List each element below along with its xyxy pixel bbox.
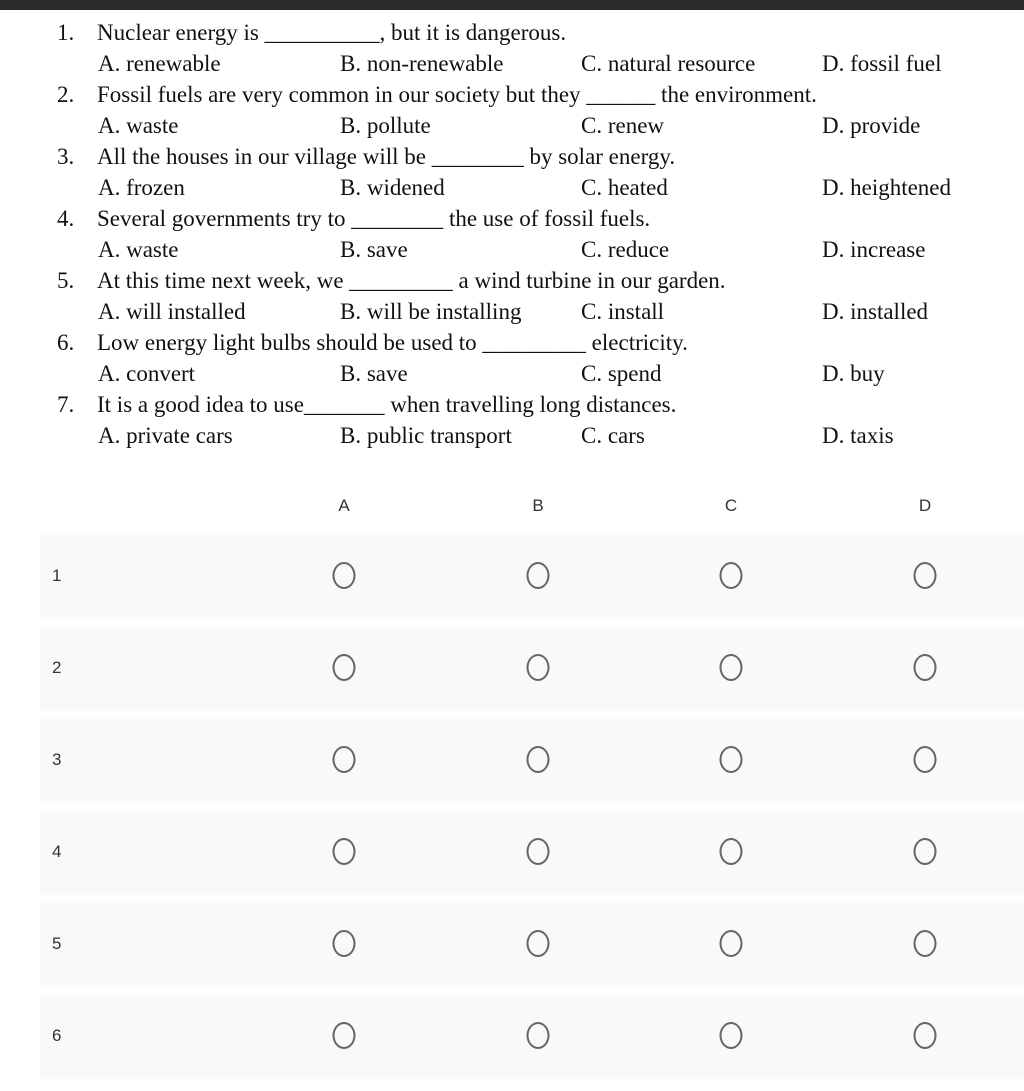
column-header-c: C — [724, 496, 738, 515]
radio-3-c[interactable] — [720, 746, 743, 773]
grid-row-2 — [40, 627, 1024, 711]
radio-2-d[interactable] — [914, 654, 937, 681]
grid-row-5 — [40, 903, 1024, 987]
option-label: A. convert — [98, 361, 196, 386]
question-options — [0, 296, 1024, 327]
radio-3-d[interactable] — [914, 746, 937, 773]
row-label: 6 — [52, 1026, 62, 1045]
question-text: At this time next week, we _________ a wind turbine in our garden. — [97, 268, 726, 293]
question-3 — [0, 141, 1024, 172]
column-header-d: D — [918, 496, 932, 515]
option-label: A. waste — [98, 113, 179, 138]
radio-1-b[interactable] — [527, 562, 550, 589]
option-label: A. private cars — [98, 423, 233, 448]
option-label: B. public transport — [340, 423, 512, 448]
option-label: A. renewable — [98, 51, 221, 76]
radio-2-a[interactable] — [333, 654, 356, 681]
option-label: B. save — [340, 237, 408, 262]
option-label: B. pollute — [340, 113, 431, 138]
radio-4-a[interactable] — [333, 838, 356, 865]
option-label: B. will be installing — [340, 299, 522, 324]
option-label: D. installed — [822, 299, 929, 324]
radio-6-d[interactable] — [914, 1022, 937, 1049]
row-label: 2 — [52, 658, 62, 677]
option-label: D. taxis — [822, 423, 894, 448]
radio-3-a[interactable] — [333, 746, 356, 773]
option-label: A. will installed — [98, 299, 246, 324]
option-label: C. cars — [581, 423, 645, 448]
question-text: All the houses in our village will be ________ by solar energy. — [97, 144, 676, 169]
option-label: A. frozen — [98, 175, 185, 200]
question-6 — [0, 327, 1024, 358]
question-options — [0, 358, 1024, 389]
radio-5-b[interactable] — [527, 930, 550, 957]
answer-grid — [0, 480, 1024, 1087]
option-label: D. buy — [822, 361, 885, 386]
radio-4-c[interactable] — [720, 838, 743, 865]
column-header-b: B — [532, 496, 544, 515]
question-4 — [0, 203, 1024, 234]
radio-1-a[interactable] — [333, 562, 356, 589]
question-options — [0, 110, 1024, 141]
option-label: D. fossil fuel — [822, 51, 942, 76]
grid-row-3 — [40, 719, 1024, 803]
question-list — [0, 17, 1024, 451]
option-label: A. waste — [98, 237, 179, 262]
radio-6-c[interactable] — [720, 1022, 743, 1049]
option-label: D. increase — [822, 237, 926, 262]
grid-row-4 — [40, 811, 1024, 895]
question-1 — [0, 17, 1024, 48]
row-label: 1 — [52, 566, 62, 585]
question-options — [0, 48, 1024, 79]
question-number: 5. — [57, 268, 75, 293]
question-number: 1. — [57, 20, 75, 45]
row-label: 5 — [52, 934, 62, 953]
question-text: Nuclear energy is __________, but it is dangerous. — [97, 20, 567, 45]
radio-5-a[interactable] — [333, 930, 356, 957]
question-number: 4. — [57, 206, 75, 231]
question-5 — [0, 265, 1024, 296]
radio-2-c[interactable] — [720, 654, 743, 681]
row-label: 3 — [52, 750, 62, 769]
grid-row-6 — [40, 995, 1024, 1079]
option-label: C. spend — [581, 361, 662, 386]
radio-4-b[interactable] — [527, 838, 550, 865]
radio-3-b[interactable] — [527, 746, 550, 773]
radio-5-d[interactable] — [914, 930, 937, 957]
option-label: D. provide — [822, 113, 921, 138]
radio-1-c[interactable] — [720, 562, 743, 589]
option-label: C. heated — [581, 175, 668, 200]
question-text: Fossil fuels are very common in our society but they ______ the environment. — [97, 82, 817, 107]
question-7 — [0, 389, 1024, 420]
option-label: C. renew — [581, 113, 665, 138]
question-number: 6. — [57, 330, 75, 355]
question-number: 2. — [57, 82, 75, 107]
radio-6-a[interactable] — [333, 1022, 356, 1049]
top-bar — [0, 0, 1024, 10]
column-header-a: A — [338, 496, 350, 515]
question-2 — [0, 79, 1024, 110]
question-number: 3. — [57, 144, 75, 169]
option-label: C. reduce — [581, 237, 670, 262]
option-label: B. save — [340, 361, 408, 386]
option-label: B. widened — [340, 175, 445, 200]
radio-2-b[interactable] — [527, 654, 550, 681]
question-text: Low energy light bulbs should be used to _________ electricity. — [97, 330, 688, 355]
option-label: B. non-renewable — [340, 51, 504, 76]
question-options — [0, 172, 1024, 203]
question-text: It is a good idea to use_______ when travelling long distances. — [97, 392, 677, 417]
question-text: Several governments try to ________ the use of fossil fuels. — [97, 206, 651, 231]
grid-row-1 — [40, 535, 1024, 619]
option-label: D. heightened — [822, 175, 952, 200]
row-label: 4 — [52, 842, 62, 861]
question-number: 7. — [57, 392, 75, 417]
question-options — [0, 420, 1024, 451]
option-label: C. natural resource — [581, 51, 756, 76]
option-label: C. install — [581, 299, 665, 324]
question-options — [0, 234, 1024, 265]
radio-4-d[interactable] — [914, 838, 937, 865]
radio-1-d[interactable] — [914, 562, 937, 589]
grid-header — [0, 480, 1024, 535]
radio-6-b[interactable] — [527, 1022, 550, 1049]
radio-5-c[interactable] — [720, 930, 743, 957]
